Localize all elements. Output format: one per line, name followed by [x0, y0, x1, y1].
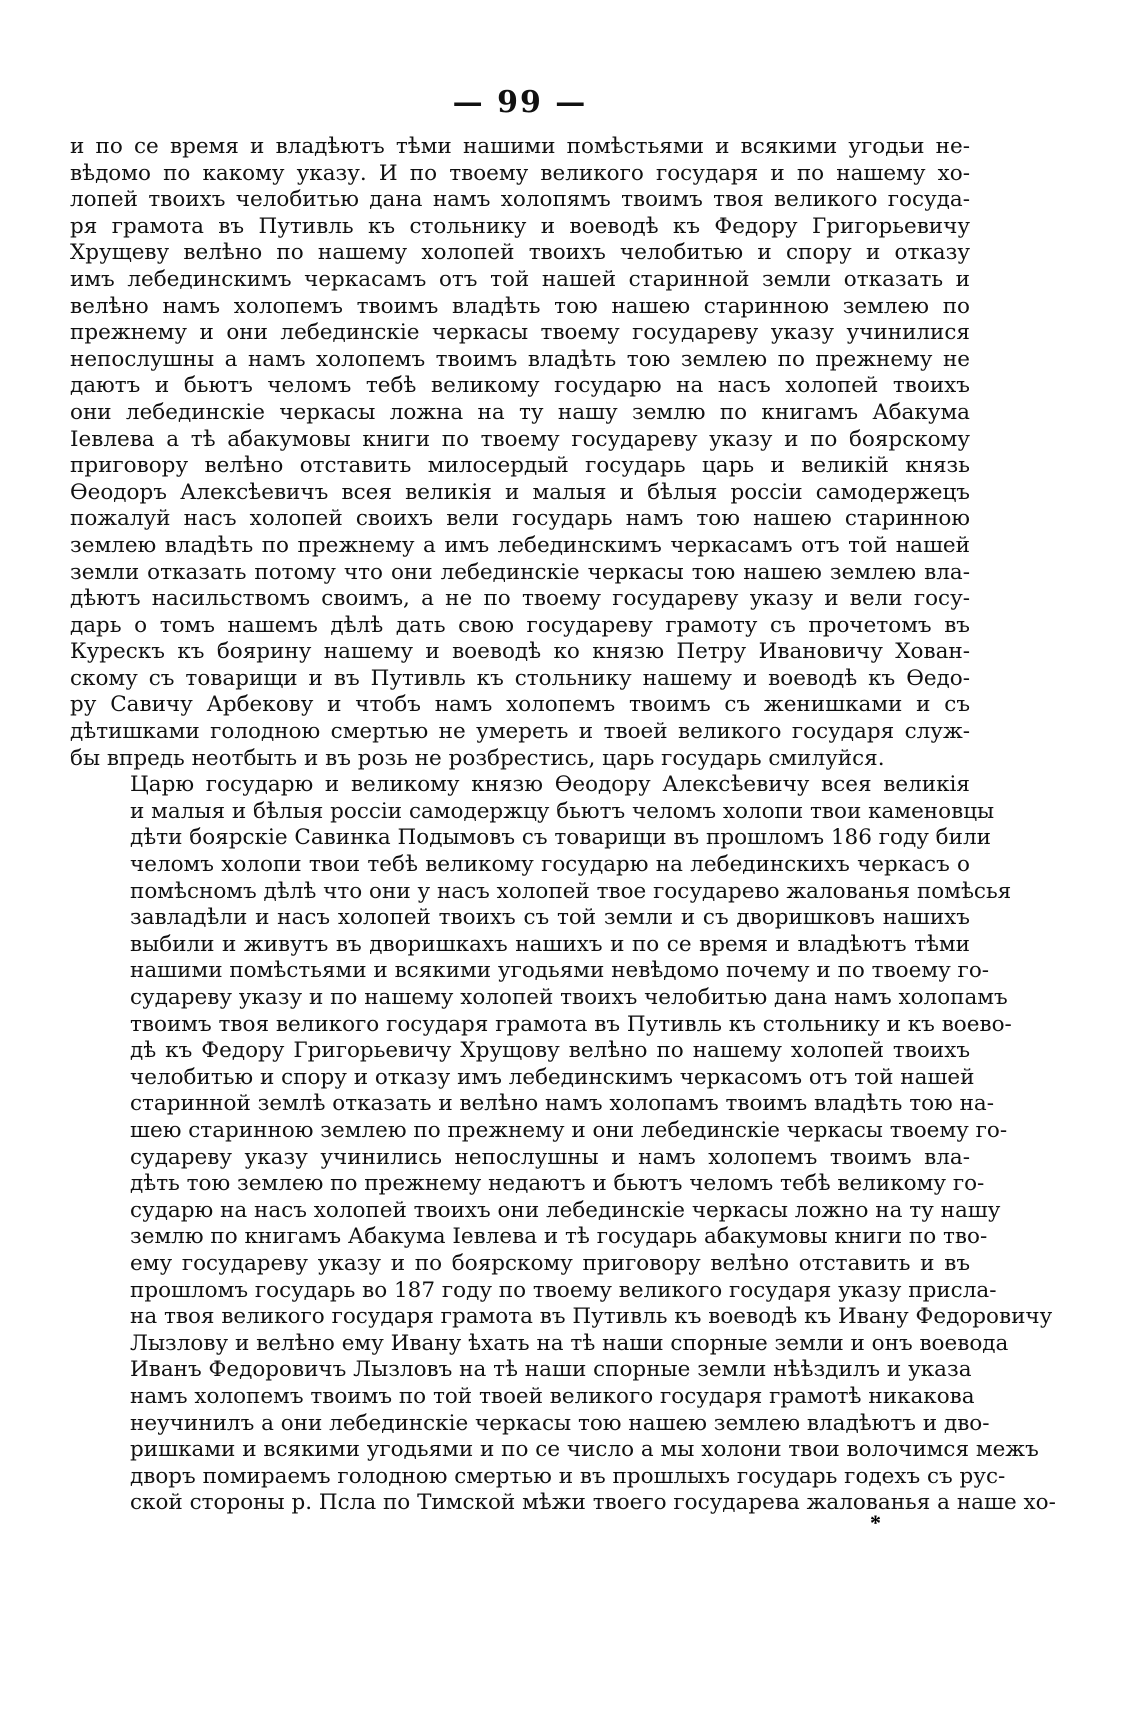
- text-line: Лызлову и велѣно ему Ивану ѣхать на тѣ наши спорные земли и онъ воевода: [130, 1330, 1009, 1356]
- text-line: старинной землѣ отказать и велѣно намъ холопамъ твоимъ владѣть тою на-: [130, 1091, 995, 1117]
- text-line: и малыя и бѣлыя россіи самодержцу бьютъ челомъ холопи твои каменовцы: [130, 798, 995, 824]
- text-line: землю по книгамъ Абакума Іевлева и тѣ государь абакумовы книги по тво-: [130, 1224, 988, 1250]
- text-line: приговору велѣно отставить милосердый государь царь и великій князь: [70, 453, 970, 479]
- text-line: на твоя великого государя грамота въ Путивль къ воеводѣ къ Ивану Федоровичу: [130, 1304, 1053, 1330]
- footer-marker: *: [870, 1510, 881, 1535]
- text-line: ской стороны р. Псла по Тимской мѣжи твоего государева жалованья а наше хо-: [130, 1490, 1056, 1516]
- text-line: ря грамота въ Путивль къ стольнику и воеводѣ къ Федору Григорьевичу: [70, 213, 970, 239]
- text-line: Курескъ къ боярину нашему и воеводѣ ко князю Петру Ивановичу Хован-: [70, 639, 970, 665]
- text-line: прошломъ государь во 187 году по твоему великого государя указу присла-: [130, 1277, 997, 1303]
- text-line: Иванъ Федоровичъ Лызловъ на тѣ наши спорные земли нѣѣздилъ и указа: [130, 1357, 972, 1383]
- text-line: дѣть тою землею по прежнему недаютъ и бьютъ челомъ тебѣ великому го-: [130, 1171, 985, 1197]
- text-line: земли отказать потому что они лебединскіе черкасы тою нашею землею вла-: [70, 559, 970, 585]
- text-line: нашими помѣстьями и всякими угодьями невѣдомо почему и по твоему го-: [130, 958, 990, 984]
- text-line: ришками и всякими угодьями и по се число а мы холони твои волочимся межъ: [130, 1437, 1039, 1463]
- text-line: они лебединскіе черкасы ложна на ту нашу землю по книгамъ Абакума: [70, 399, 970, 425]
- text-line: челомъ холопи твои тебѣ великому государю на лебединскихъ черкасъ о: [130, 852, 970, 878]
- text-line: лопей твоихъ челобитью дана намъ холопямъ твоимъ твоя великого госуда-: [70, 187, 970, 213]
- text-line: твоимъ твоя великого государя грамота въ Путивль къ стольнику и къ воево-: [130, 1011, 1012, 1037]
- text-line: судареву указу и по нашему холопей твоихъ челобитью дана намъ холопамъ: [130, 985, 1008, 1010]
- text-line: дѣ къ Федору Григорьевичу Хрущову велѣно по нашему холопей твоихъ: [130, 1038, 970, 1064]
- text-line: дѣютъ насильствомъ своимъ, а не по твоему государеву указу и вели госу-: [70, 586, 970, 612]
- text-line: пожалуй насъ холопей своихъ вели государь намъ тою нашею старинною: [70, 506, 970, 532]
- paragraph-continuation: [70, 134, 970, 772]
- text-line: даютъ и бьютъ челомъ тебѣ великому государю на насъ холопей твоихъ: [70, 373, 970, 399]
- text-line: неучинилъ а они лебединскіе черкасы тою нашею землею владѣютъ и дво-: [130, 1410, 990, 1436]
- page-body: [70, 84, 1056, 1517]
- text-line: выбили и живутъ въ дворишкахъ нашихъ и по се время и владѣютъ тѣми: [130, 931, 970, 957]
- text-line: прежнему и они лебединскіе черкасы твоему государеву указу учинилися: [70, 320, 970, 346]
- text-line: непослушны а намъ холопемъ твоимъ владѣть тою землею по прежнему не: [70, 346, 970, 372]
- text-line: судареву указу учинились непослушны и намъ холопемъ твоимъ вла-: [130, 1144, 970, 1170]
- text-line: и по се время и владѣютъ тѣми нашими помѣстьями и всякими угодьи не-: [70, 134, 970, 159]
- text-line: имъ лебединскимъ черкасамъ отъ той нашей старинной земли отказать и: [70, 266, 970, 292]
- text-line: намъ холопемъ твоимъ по той твоей великого государя грамотѣ никакова: [130, 1383, 975, 1409]
- text-line: дѣтишками голодною смертью не умереть и твоей великого государя служ-: [70, 719, 970, 745]
- text-line: скому съ товарищи и въ Путивль къ стольнику нашему и воеводѣ къ Ѳедо-: [70, 665, 970, 691]
- text-line: завладѣли и насъ холопей твоихъ съ той земли и съ дворишковъ нашихъ: [130, 905, 970, 931]
- text-line: Ѳеодоръ Алексѣевичъ всея великія и малыя и бѣлыя россіи самодержецъ: [70, 479, 970, 505]
- petition-paragraph: [70, 772, 1056, 1517]
- text-line: Іевлева а тѣ абакумовы книги по твоему государеву указу и по боярскому: [70, 426, 970, 452]
- text-line: вѣдомо по какому указу. И по твоему великого государя и по нашему хо-: [70, 160, 970, 186]
- text-line: велѣно намъ холопемъ твоимъ владѣть тою нашею старинною землею по: [70, 293, 970, 319]
- text-line: дарь о томъ нашемъ дѣлѣ дать свою государеву грамоту съ прочетомъ въ: [70, 612, 970, 638]
- text-line: Царю государю и великому князю Ѳеодору Алексѣевичу всея великія: [130, 772, 970, 798]
- text-line: землею владѣть по прежнему а имъ лебединскимъ черкасамъ отъ той нашей: [70, 532, 970, 558]
- text-line: дворъ помираемъ голодною смертью и въ прошлыхъ государь годехъ съ рус-: [130, 1463, 1006, 1489]
- text-line: бы впредь неотбыть и въ розь не розбрестись, царь государь смилуйся.: [70, 745, 885, 771]
- text-line: челобитью и спору и отказу имъ лебединскимъ черкасомъ отъ той нашей: [130, 1064, 975, 1090]
- text-line: шею старинною землею по прежнему и они лебединскіе черкасы твоему го-: [130, 1117, 1008, 1143]
- page-number: — 99 —: [452, 85, 588, 120]
- text-line: ему государеву указу и по боярскому приговору велѣно отставить и въ: [130, 1250, 970, 1276]
- text-line: помѣсномъ дѣлѣ что они у насъ холопей твое государево жалованья помѣсья: [130, 878, 1012, 904]
- text-line: дѣти боярскіе Савинка Подымовъ съ товарищи въ прошломъ 186 году били: [130, 825, 991, 851]
- text-line: ру Савичу Арбекову и чтобъ намъ холопемъ твоимъ съ женишками и съ: [70, 692, 970, 718]
- text-line: Хрущеву велѣно по нашему холопей твоихъ челобитью и спору и отказу: [70, 240, 970, 266]
- text-line: сударю на насъ холопей твоихъ они лебединскіе черкасы ложно на ту нашу: [130, 1197, 1001, 1223]
